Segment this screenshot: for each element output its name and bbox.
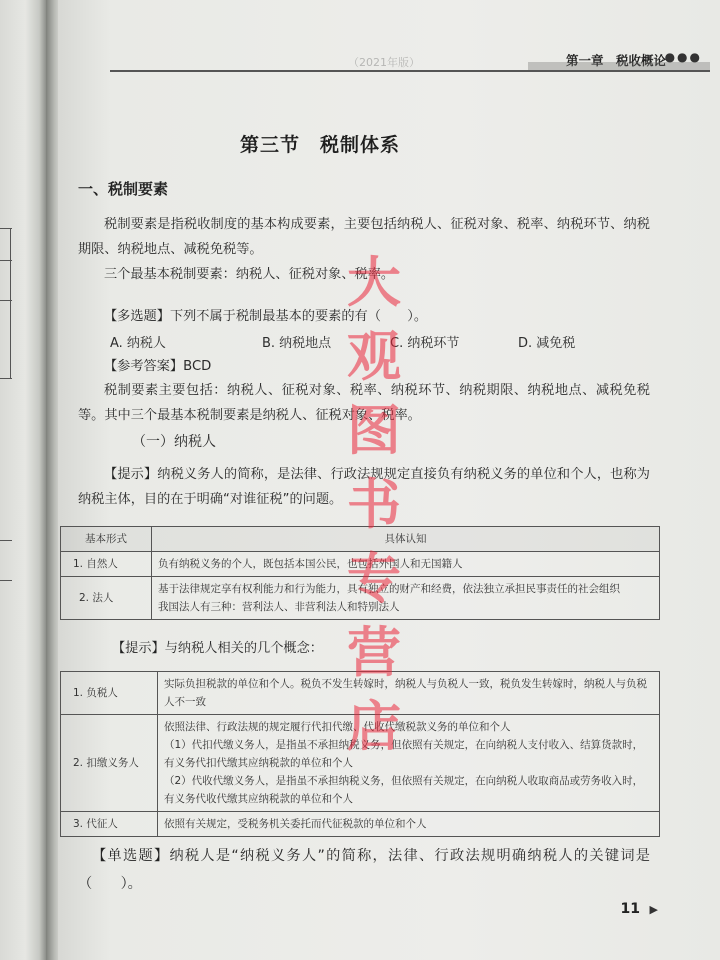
table-cell-line: 基于法律规定享有权利能力和行为能力，具有独立的财产和经费，依法独立承担民事责任的社会组织 (158, 583, 620, 595)
paragraph: 税制要素是指税收制度的基本构成要素，主要包括纳税人、征税对象、税率、纳税环节、纳税期限、纳税地点、减税免税等。 (78, 217, 650, 257)
table-row (61, 812, 660, 837)
page-number: 11 (620, 901, 640, 917)
paragraph: 税制要素主要包括：纳税人、征税对象、税率、纳税环节、纳税期限、纳税地点、减税免税等。其中三个最基本税制要素是纳税人、征税对象、税率。 (78, 383, 650, 423)
header-dots: ●●● (664, 50, 702, 64)
option-c: C. 纳税环节 (390, 336, 460, 351)
left-page-edge (0, 0, 46, 960)
left-page-rule (0, 378, 12, 379)
watermark-char: 观 (347, 324, 401, 388)
tip-text: 与纳税人相关的几个概念： (164, 641, 323, 656)
left-page-rule (0, 540, 12, 541)
option-d: D. 减免税 (518, 336, 576, 351)
page-arrow-icon: ▶ (649, 903, 658, 916)
book-title: （2021年版） (348, 56, 420, 69)
table-cell: 2. 扣缴义务人 (61, 715, 158, 812)
subsection-heading: 一、税制要素 (78, 180, 169, 198)
question-tag: 【多选题】 (104, 309, 170, 324)
watermark-char: 图 (347, 398, 401, 462)
question-text: 下列不属于税制最基本的要素的有（ ）。 (169, 309, 428, 324)
table-cell-line: （2）代收代缴义务人，是指虽不承担纳税义务，但依照有关规定，在向纳税人收取商品或劳务收入时，有义务代收代缴其应纳税款的单位和个人 (164, 775, 644, 805)
table-cell: 实际负担税款的单位和个人。税负不发生转嫁时，纳税人与负税人一致，税负发生转嫁时，纳税人与负税人不一致 (158, 672, 660, 715)
table-header: 具体认知 (152, 527, 660, 552)
section-title: 第三节 税制体系 (240, 134, 401, 156)
subsection-heading-2: （一）纳税人 (132, 434, 216, 450)
answer-text: BCD (183, 359, 212, 374)
table-cell-line: 依照法律、行政法规的规定履行代扣代缴、代收代缴税款义务的单位和个人 (164, 721, 511, 733)
table-cell-line: 我国法人有三种：营利法人、非营利法人和特别法人 (158, 601, 400, 613)
table-cell: 3. 代征人 (61, 812, 158, 837)
left-page-rule (10, 228, 11, 378)
table-cell: 依照有关规定，受税务机关委托而代征税款的单位和个人 (158, 812, 660, 837)
tip (112, 636, 323, 661)
watermark-char: 专 (347, 546, 401, 610)
option-b: B. 纳税地点 (262, 336, 332, 351)
header-rule (110, 70, 710, 72)
chapter-title: 第一章 税收概论 (565, 53, 666, 68)
answer-tag: 【参考答案】 (104, 359, 184, 374)
table-cell: 2. 法人 (61, 577, 152, 620)
table-cell: 负有纳税义务的个人，既包括本国公民，也包括外国人和无国籍人 (152, 552, 660, 577)
tip-tag: 【提示】 (112, 641, 165, 656)
watermark-char: 营 (347, 620, 401, 684)
table-cell: 1. 负税人 (61, 672, 158, 715)
tip-text: 纳税义务人的简称，是法律、行政法规规定直接负有纳税义务的单位和个人，也称为纳税主体，目的在于明确“对谁征税”的问题。 (78, 467, 650, 507)
question-text: 纳税人是“纳税义务人”的简称，法律、行政法规明确纳税人的关键词是（ ）。 (78, 848, 650, 892)
paragraph: 三个最基本税制要素：纳税人、征税对象、税率。 (104, 267, 395, 282)
table-cell-line: （1）代扣代缴义务人，是指虽不承担纳税义务，但依照有关规定，在向纳税人支付收入、结算货款时，有义务代扣代缴其应纳税款的单位和个人 (164, 739, 644, 769)
table-cell: 1. 自然人 (61, 552, 152, 577)
shop-watermark (339, 245, 409, 763)
table-header: 基本形式 (61, 527, 152, 552)
left-page-rule (0, 580, 12, 581)
question-single (78, 842, 650, 898)
watermark-char: 大 (347, 250, 401, 314)
question-tag: 【单选题】 (92, 848, 170, 864)
option-a: A. 纳税人 (110, 336, 166, 351)
watermark-char: 书 (347, 472, 401, 536)
tip-tag: 【提示】 (104, 467, 158, 482)
watermark-char: 店 (347, 694, 401, 758)
